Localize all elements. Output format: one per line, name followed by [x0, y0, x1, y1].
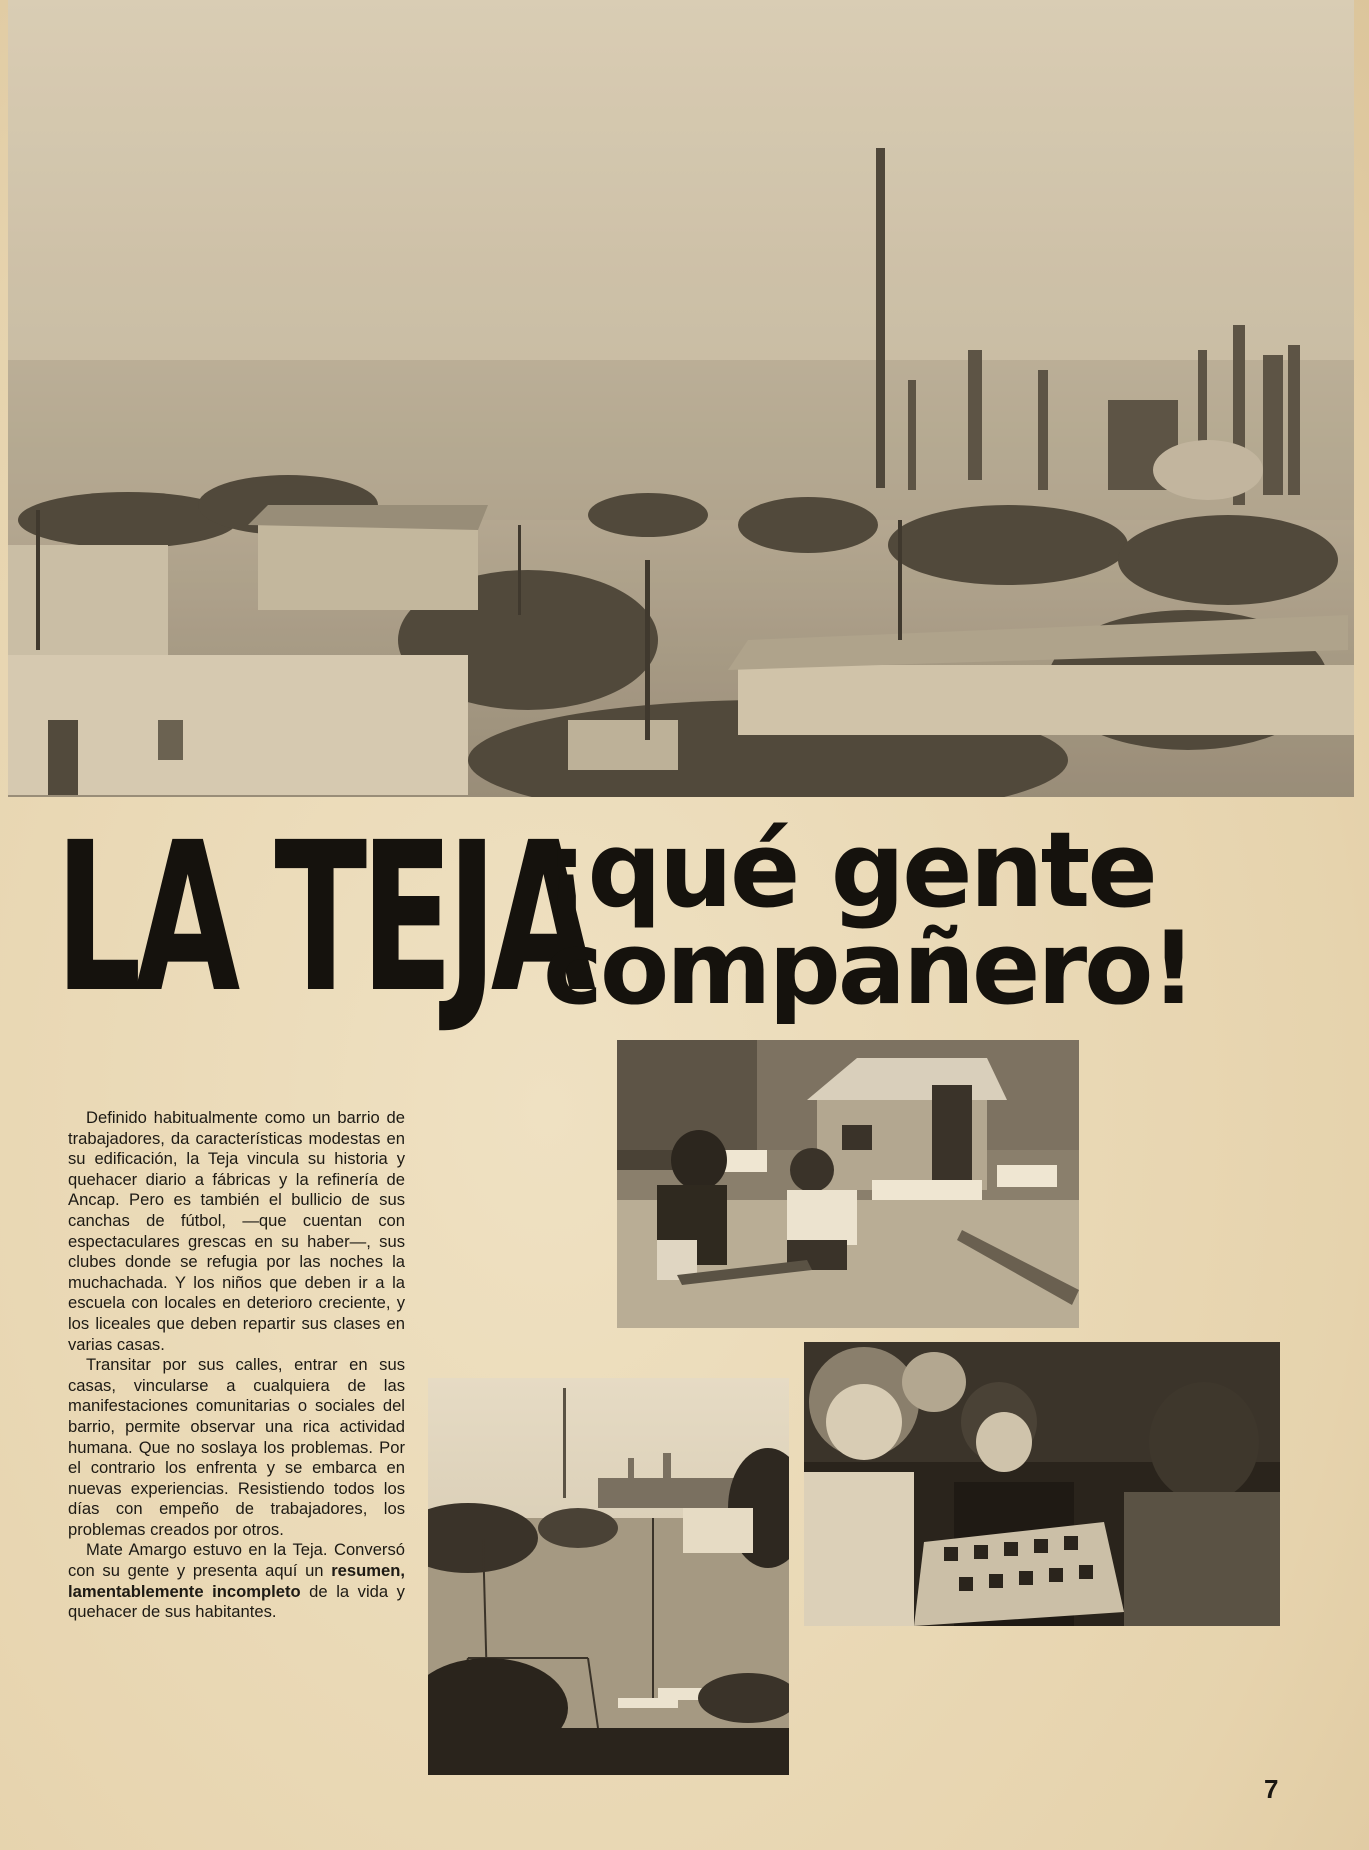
photo-field-graphic [428, 1378, 789, 1775]
photo-children-chess [804, 1342, 1280, 1626]
paragraph-3-bold: resumen, lamentablemente incompleto [68, 1561, 405, 1601]
photo-children-playground [617, 1040, 1079, 1328]
photo-playground-graphic [617, 1040, 1079, 1328]
photo-chess-graphic [804, 1342, 1280, 1626]
paragraph-3-text-a: Mate Amargo estuvo en la Teja. Conversó con su gente y presenta aquí un [68, 1540, 405, 1581]
paragraph-2 [68, 1355, 405, 1540]
paragraph-2-text: Transitar por sus calles, entrar en sus casas, vincularse a cualquiera de las manifestaciones comunitarias o sociales del barrio, permite observar una rica actividad humana. Que no soslaya los problemas. Por el contrario los enfrenta y se embarca en nuevas experiencias. Resistiendo todos los días con empeño de trabajadores, los problemas creados por otros. [68, 1355, 405, 1539]
paragraph-3-text-b: de la vida y quehacer de sus habitantes. [68, 1581, 405, 1622]
article-body [68, 1108, 405, 1623]
headline-line-2: compañero! [543, 909, 1194, 1027]
page-number: 7 [1264, 1774, 1279, 1804]
headline-subtitle [543, 809, 1283, 1027]
paragraph-3 [68, 1540, 405, 1622]
hero-photo-graphic [8, 0, 1354, 797]
headline-line-1: ¡qué gente [543, 809, 1155, 931]
hero-photo-refinery-skyline [8, 0, 1354, 797]
paragraph-1 [68, 1108, 405, 1355]
paragraph-1-text: Definido habitualmente como un barrio de trabajadores, da características modestas en su edificación, la Teja vincula su historia y quehacer diario a fábricas y la refinería de Ancap. Pero es también el bullicio de sus canchas de fútbol, —que cuentan con espectaculares grescas en su haber—, sus clubes donde se refugia por las noches la muchachada. Y los niños que deben ir a la escuela con locales en deterioro creciente, y los liceales que deben repartir sus clases en varias casas. [68, 1108, 405, 1354]
headline-la-teja: LA TEJA [55, 798, 590, 1038]
photo-football-field-refinery [428, 1378, 789, 1775]
